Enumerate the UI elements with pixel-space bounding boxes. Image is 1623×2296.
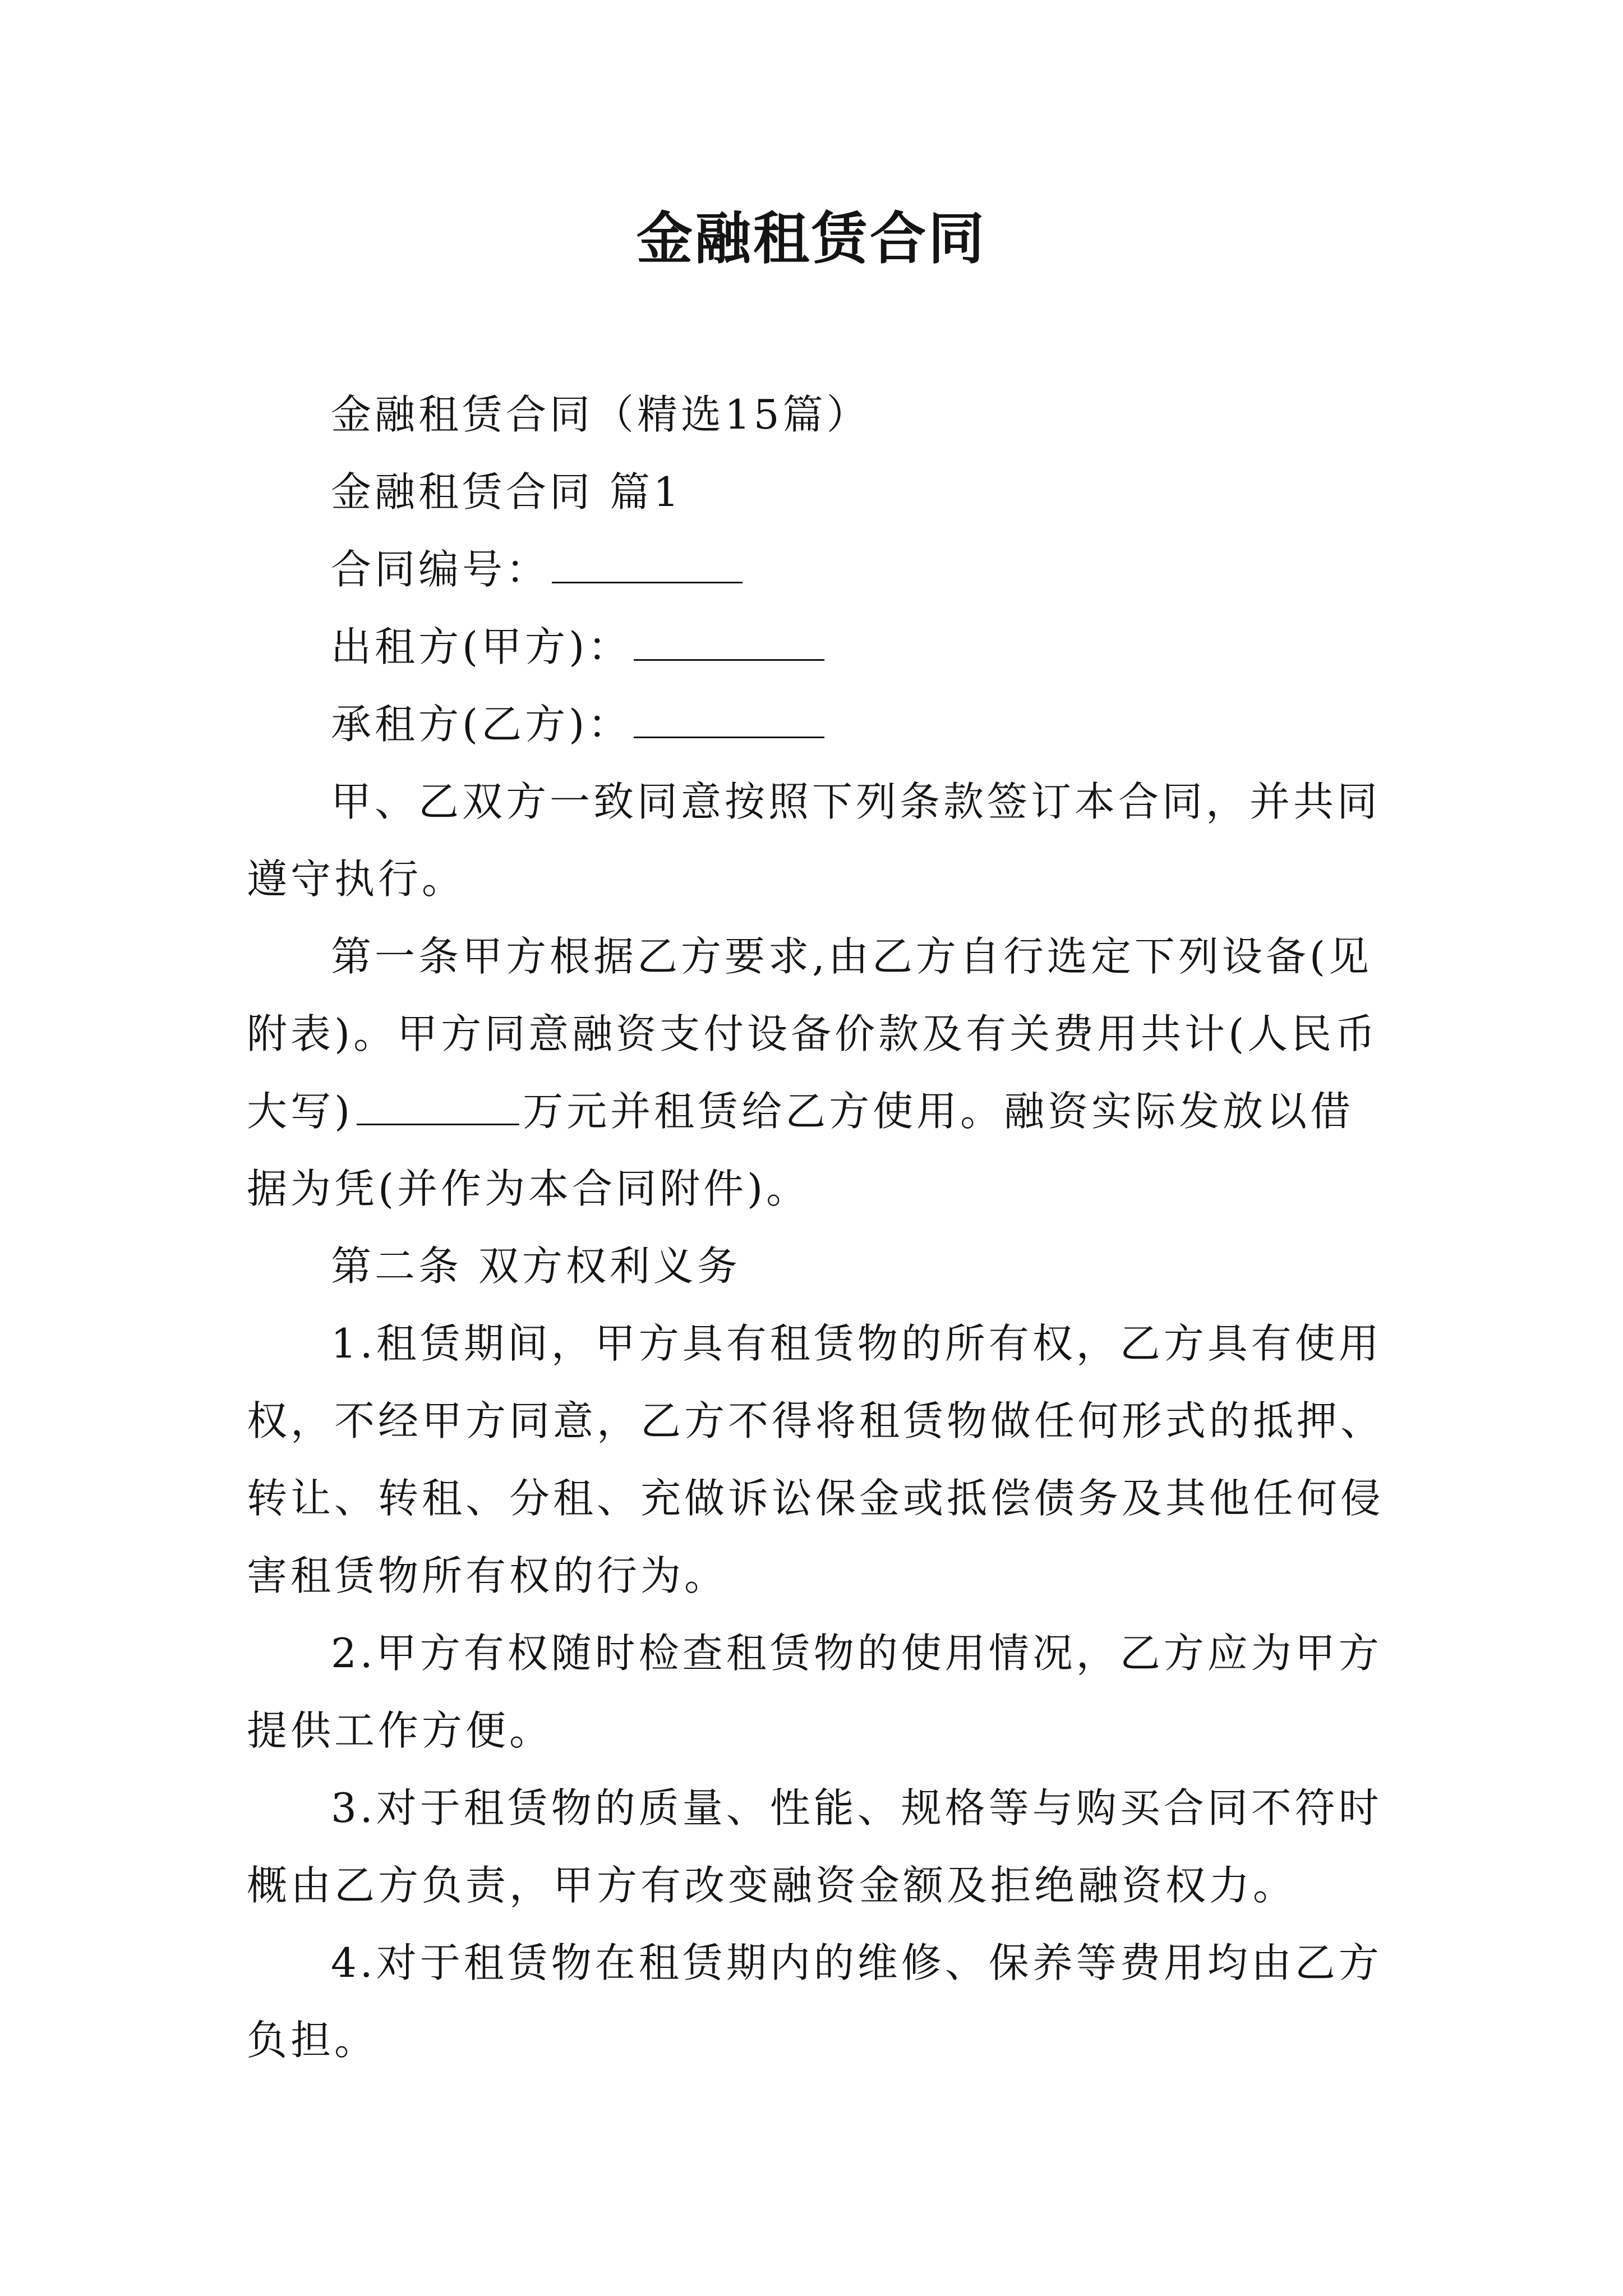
intro-paragraph: 甲、乙双方一致同意按照下列条款签订本合同，并共同遵守执行。: [247, 778, 1381, 903]
document-title: 金融租赁合同: [637, 205, 986, 272]
lessee-blank: [634, 703, 824, 738]
article-1-text-part2: 万元并租赁给乙方使用。融资实际发放以借据为凭(并作为本合同附件)。: [247, 1088, 1354, 1212]
lessor-line: [247, 608, 1391, 685]
lessee-label: 承租方(乙方)：: [331, 701, 632, 748]
lessee-line: [247, 685, 1391, 763]
article-1-paragraph: [247, 918, 1391, 1227]
section-heading: 金融租赁合同 篇1: [331, 468, 683, 516]
amount-blank: [357, 1090, 519, 1125]
lessor-label: 出租方(甲方)：: [331, 623, 632, 670]
document-subtitle: 金融租赁合同（精选15篇）: [331, 391, 870, 438]
clause-paragraph: 1.租赁期间，甲方具有租赁物的所有权，乙方具有使用权，不经甲方同意，乙方不得将租赁物做任何形式的抵押、转让、转租、分租、充做诉讼保金或抵偿债务及其他任何侵害租赁物所有权的行为。: [247, 1320, 1385, 1599]
clause-paragraph: 3.对于租赁物的质量、性能、规格等与购买合同不符时概由乙方负责，甲方有改变融资金额及拒绝融资权力。: [247, 1784, 1382, 1909]
contract-number-label: 合同编号：: [331, 546, 550, 593]
clause-paragraph: 2.甲方有权随时检查租赁物的使用情况，乙方应为甲方提供工作方便。: [247, 1630, 1382, 1754]
article-1-text-part1: 第一条甲方根据乙方要求,由乙方自行选定下列设备(见附表)。甲方同意融资支付设备价款及有关费用共计(人民币大写): [247, 933, 1379, 1135]
lessor-blank: [634, 625, 824, 661]
document-body: [247, 376, 1391, 2079]
contract-number-line: [247, 531, 1391, 608]
contract-number-blank: [552, 548, 743, 583]
article-2-heading: 第二条 双方权利义务: [331, 1243, 741, 1290]
clause-paragraph: 4.对于租赁物在租赁期内的维修、保养等费用均由乙方负担。: [247, 1939, 1382, 2064]
